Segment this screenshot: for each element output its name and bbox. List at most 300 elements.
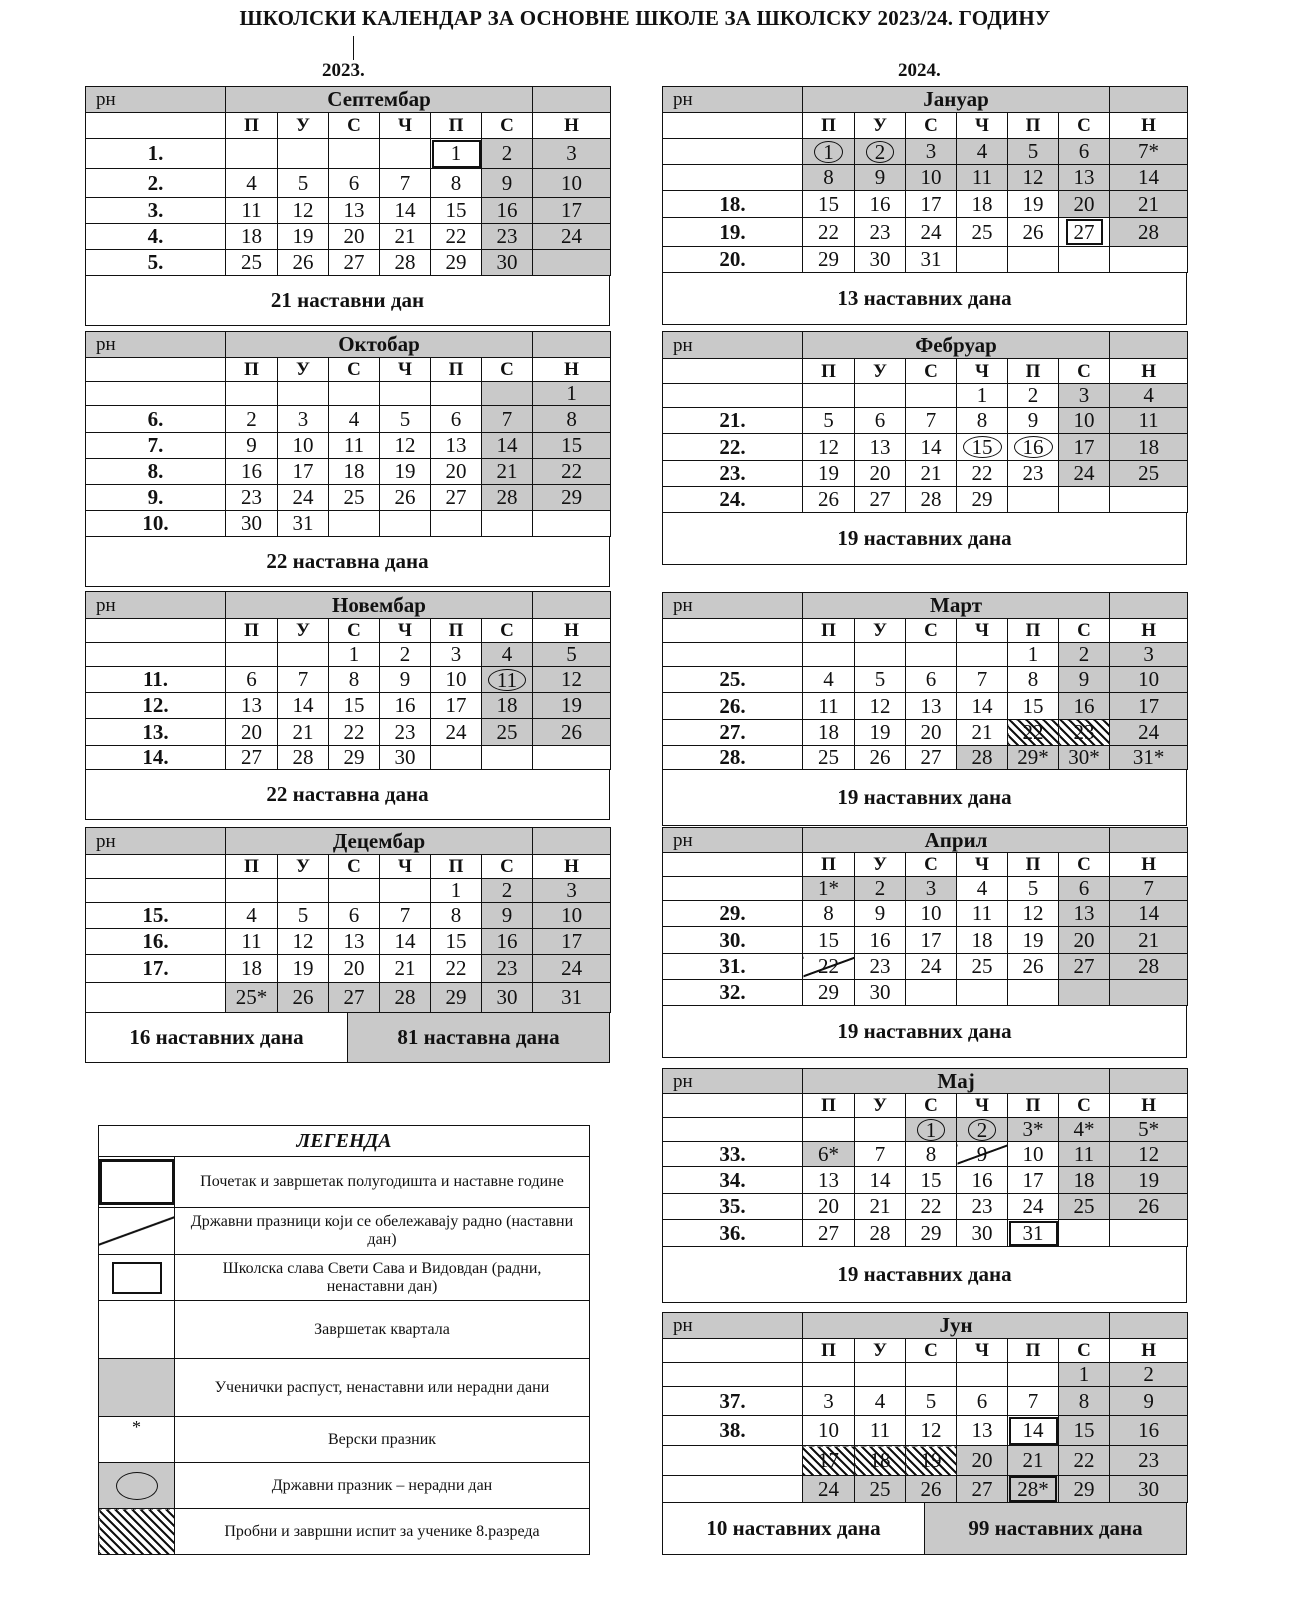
day-cell — [906, 1194, 957, 1220]
day-number: 7 — [1143, 876, 1154, 900]
weekday-label: С — [329, 358, 380, 382]
week-row — [663, 1476, 1188, 1503]
day-cell — [1008, 980, 1059, 1006]
day-number: 22 — [343, 719, 365, 744]
day-number: 12 — [292, 198, 314, 222]
day-number: 21 — [1138, 191, 1160, 216]
day-number: 19 — [561, 693, 582, 717]
day-number: 6 — [925, 667, 937, 691]
day-number: 26 — [292, 985, 314, 1009]
day-number: 25 — [1073, 1194, 1095, 1218]
day-cell — [906, 693, 957, 720]
day-cell — [482, 955, 533, 983]
day-cell — [906, 1220, 957, 1247]
day-number: 19 — [818, 461, 839, 485]
day-cell — [380, 198, 431, 224]
day-cell — [1008, 746, 1059, 770]
teaching-days-count: 22 наставна дана — [86, 769, 610, 819]
day-number: 27 — [1073, 954, 1095, 978]
legend-item — [99, 1509, 590, 1555]
day-number: 8 — [566, 406, 577, 431]
day-number: 18 — [241, 224, 262, 248]
week-number: 27. — [663, 720, 803, 746]
day-cell — [533, 643, 611, 667]
day-cell — [957, 139, 1008, 165]
weekday-label: У — [855, 1094, 906, 1118]
week-number: 34. — [663, 1167, 803, 1194]
day-cell — [855, 1220, 906, 1247]
day-cell — [803, 247, 855, 273]
week-row — [663, 408, 1188, 434]
day-number: 27 — [343, 985, 365, 1009]
weekday-label: П — [431, 855, 482, 879]
weekday-label: П — [431, 358, 482, 382]
day-cell — [533, 250, 611, 276]
teaching-days-count: 16 наставних дана — [86, 1012, 348, 1062]
day-cell — [1008, 1118, 1059, 1142]
day-number: 18 — [818, 720, 839, 744]
week-number: 29. — [663, 901, 803, 927]
weekday-label: Ч — [957, 1339, 1008, 1363]
weekday-label: П — [226, 113, 278, 139]
day-number: 3 — [823, 1388, 834, 1413]
day-number: 9 — [1027, 408, 1039, 432]
day-number: 9 — [874, 165, 886, 189]
day-cell — [431, 224, 482, 250]
day-number: 16 — [869, 191, 891, 216]
weekday-spacer — [86, 113, 226, 139]
day-number: 27 — [920, 745, 942, 769]
day-cell — [803, 667, 855, 693]
day-cell — [380, 511, 431, 537]
week-number: 17. — [86, 955, 226, 983]
day-cell — [1110, 165, 1188, 191]
day-cell — [482, 693, 533, 719]
day-cell — [855, 693, 906, 720]
weekday-spacer — [663, 113, 803, 139]
week-row — [663, 165, 1188, 191]
day-number: 13 — [343, 929, 365, 953]
day-number: 17 — [1138, 693, 1160, 718]
month-feb — [662, 331, 1187, 565]
day-number: 14 — [394, 198, 416, 222]
day-cell — [957, 218, 1008, 247]
day-cell — [1059, 1387, 1110, 1416]
day-cell — [1008, 1167, 1059, 1194]
day-cell — [855, 139, 906, 165]
day-number: 17 — [445, 693, 467, 717]
day-number: 15 — [343, 693, 365, 717]
day-number: 23 — [1022, 461, 1044, 485]
day-number: 16 — [1138, 1418, 1160, 1442]
month-name: Септембар — [226, 87, 533, 113]
weekday-label: С — [482, 113, 533, 139]
day-number: 12 — [1138, 1141, 1160, 1166]
day-cell — [1008, 1142, 1059, 1167]
day-cell — [1110, 191, 1188, 218]
day-cell — [380, 382, 431, 406]
weekday-label: П — [803, 113, 855, 139]
weekday-label: Н — [1110, 113, 1188, 139]
day-number: 29 — [343, 745, 365, 769]
weekday-label: П — [431, 113, 482, 139]
teaching-days-count: 81 наставна дана — [348, 1012, 610, 1062]
day-cell — [1008, 1416, 1059, 1446]
weekday-label: С — [329, 855, 380, 879]
day-number: 7 — [399, 170, 411, 195]
weekday-label: У — [278, 113, 329, 139]
day-number: 24 — [445, 719, 467, 744]
day-cell — [1110, 877, 1188, 901]
weekday-label: Ч — [380, 855, 431, 879]
header-spacer — [1110, 593, 1188, 619]
day-number: 18 — [971, 927, 993, 952]
day-number: 13 — [1073, 901, 1095, 925]
day-cell — [1059, 1220, 1110, 1247]
day-cell — [380, 643, 431, 667]
week-number: 19. — [663, 218, 803, 247]
day-number: 13 — [241, 693, 262, 717]
day-number: 5 — [297, 170, 309, 195]
day-cell — [533, 693, 611, 719]
day-cell — [278, 955, 329, 983]
day-cell — [906, 901, 957, 927]
day-cell — [329, 929, 380, 955]
week-number: 38. — [663, 1416, 803, 1446]
month-name: Фебруар — [803, 332, 1110, 359]
week-row — [663, 720, 1188, 746]
week-number: 24. — [663, 487, 803, 513]
legend-symbol — [99, 1157, 175, 1208]
day-cell — [855, 980, 906, 1006]
week-row — [663, 643, 1188, 667]
day-cell — [1110, 1142, 1188, 1167]
day-cell — [329, 250, 380, 276]
day-cell — [278, 643, 329, 667]
asterisk-icon: * — [132, 1417, 141, 1437]
day-number: 2 — [968, 1119, 997, 1141]
day-cell — [1008, 487, 1059, 513]
day-number: 17 — [561, 198, 583, 222]
day-cell — [329, 485, 380, 511]
month-apr — [662, 827, 1187, 1058]
day-cell — [1059, 1363, 1110, 1387]
week-row — [86, 382, 611, 406]
day-cell — [957, 247, 1008, 273]
day-cell — [278, 929, 329, 955]
day-cell — [1059, 667, 1110, 693]
day-number: 9 — [399, 667, 411, 691]
day-cell — [226, 382, 278, 406]
day-cell — [906, 1446, 957, 1476]
day-number: 4 — [823, 667, 834, 691]
day-cell — [278, 382, 329, 406]
day-number: 10 — [561, 170, 583, 195]
day-number: 16 — [1073, 693, 1095, 718]
day-cell — [329, 169, 380, 198]
day-number: 25 — [241, 250, 262, 274]
day-number: 9 — [1078, 667, 1090, 691]
day-cell — [533, 746, 611, 770]
day-number: 29 — [920, 1220, 942, 1245]
day-number: 5 — [297, 903, 309, 927]
day-number: 12 — [920, 1418, 942, 1442]
weekday-spacer — [663, 619, 803, 643]
day-cell — [906, 434, 957, 461]
day-cell — [380, 433, 431, 459]
day-number: 14 — [971, 693, 993, 718]
month-name: Јун — [803, 1313, 1110, 1339]
day-cell — [803, 720, 855, 746]
day-cell — [906, 384, 957, 408]
weekday-label: С — [1059, 359, 1110, 384]
weekday-spacer — [86, 855, 226, 879]
weekday-label: С — [482, 855, 533, 879]
day-cell — [1059, 1446, 1110, 1476]
day-cell — [380, 983, 431, 1013]
day-number: 10 — [920, 901, 942, 925]
day-cell — [855, 1446, 906, 1476]
day-number: 29 — [445, 250, 467, 274]
day-number: 4 — [976, 876, 988, 900]
day-cell — [226, 643, 278, 667]
day-number: 6 — [874, 408, 886, 432]
day-cell — [533, 406, 611, 433]
week-number: 1. — [86, 139, 226, 169]
day-cell — [482, 224, 533, 250]
day-number: 25 — [971, 954, 993, 978]
week-number: 8. — [86, 459, 226, 485]
day-number: 17 — [292, 459, 314, 483]
weekday-spacer — [663, 1094, 803, 1118]
day-number: 7 — [1027, 1388, 1039, 1413]
day-cell — [906, 1363, 957, 1387]
day-number: 20 — [1073, 927, 1095, 952]
day-cell — [533, 983, 611, 1013]
day-number: 19 — [292, 956, 314, 980]
day-cell — [803, 954, 855, 980]
day-cell — [803, 901, 855, 927]
day-number: 15 — [1022, 693, 1044, 718]
day-number: 23 — [496, 956, 518, 980]
day-cell — [1008, 954, 1059, 980]
day-cell — [803, 1194, 855, 1220]
day-cell — [278, 485, 329, 511]
day-number: 8 — [925, 1141, 937, 1166]
week-row — [663, 693, 1188, 720]
weekday-label: С — [906, 619, 957, 643]
teaching-days-count: 13 наставних дана — [663, 272, 1187, 324]
day-cell — [482, 746, 533, 770]
day-cell — [957, 746, 1008, 770]
day-cell — [431, 879, 482, 903]
day-cell — [957, 461, 1008, 487]
day-cell — [1008, 139, 1059, 165]
day-number: 4 — [246, 170, 257, 195]
day-cell — [380, 485, 431, 511]
day-number: 3 — [450, 642, 462, 666]
day-cell — [1008, 643, 1059, 667]
header-spacer — [1110, 828, 1188, 853]
day-cell — [1110, 1167, 1188, 1194]
month-oct — [85, 331, 610, 587]
weekday-label: У — [855, 1339, 906, 1363]
legend-item — [99, 1157, 590, 1208]
day-number: 16 — [496, 198, 518, 222]
day-cell — [803, 1446, 855, 1476]
week-number: 15. — [86, 903, 226, 929]
weekday-label: С — [329, 113, 380, 139]
day-cell — [431, 511, 482, 537]
day-cell — [855, 1476, 906, 1503]
week-row — [663, 461, 1188, 487]
weekday-label: У — [278, 619, 329, 643]
month-name: Октобар — [226, 332, 533, 358]
day-cell — [957, 487, 1008, 513]
day-number: 12 — [292, 929, 314, 953]
day-number: 13 — [920, 693, 942, 718]
day-cell — [855, 746, 906, 770]
day-cell — [906, 1118, 957, 1142]
day-number: 21 — [971, 720, 993, 744]
week-number — [86, 643, 226, 667]
day-cell — [533, 198, 611, 224]
day-cell — [431, 955, 482, 983]
day-cell — [803, 1167, 855, 1194]
day-number: 8 — [976, 408, 988, 432]
day-number: 30 — [496, 985, 518, 1009]
day-cell — [855, 434, 906, 461]
week-number — [86, 879, 226, 903]
day-number: 18 — [1073, 1167, 1095, 1192]
legend-item — [99, 1463, 590, 1509]
week-row — [663, 1416, 1188, 1446]
day-cell — [1059, 1476, 1110, 1503]
day-number: 6 — [450, 406, 462, 431]
day-number: 30 — [971, 1220, 993, 1245]
legend-symbol — [99, 1509, 175, 1555]
day-number: 21 — [292, 719, 314, 744]
day-number: 2 — [866, 141, 895, 163]
day-cell — [1059, 1194, 1110, 1220]
day-cell — [482, 250, 533, 276]
day-cell — [803, 1363, 855, 1387]
day-number: 19 — [920, 1448, 942, 1472]
week-number — [86, 382, 226, 406]
day-number: 14 — [394, 929, 416, 953]
day-number: 10 — [1022, 1141, 1044, 1166]
day-number: 20 — [343, 956, 365, 980]
week-number: 16. — [86, 929, 226, 955]
day-number: 1 — [814, 141, 843, 163]
day-number: 24 — [1138, 720, 1160, 744]
day-cell — [957, 1387, 1008, 1416]
day-cell — [482, 406, 533, 433]
day-cell — [803, 191, 855, 218]
day-number: 10 — [1138, 667, 1160, 691]
day-number: 26 — [1022, 219, 1044, 244]
day-number: 29 — [445, 985, 467, 1009]
day-cell — [1008, 1387, 1059, 1416]
day-cell — [380, 406, 431, 433]
day-number: 15 — [1073, 1418, 1095, 1442]
week-number: 35. — [663, 1194, 803, 1220]
day-number: 27 — [445, 485, 467, 509]
day-number: 19 — [1138, 1167, 1160, 1192]
week-row — [663, 927, 1188, 954]
day-cell — [855, 901, 906, 927]
day-cell — [380, 693, 431, 719]
week-row — [86, 879, 611, 903]
day-cell — [278, 169, 329, 198]
day-cell — [803, 434, 855, 461]
day-cell — [1110, 667, 1188, 693]
week-row — [86, 746, 611, 770]
rn-header: рн — [86, 332, 226, 358]
day-number: 10 — [292, 433, 314, 457]
day-cell — [431, 169, 482, 198]
day-number: 24 — [1022, 1194, 1044, 1218]
day-number: 26 — [394, 485, 416, 509]
header-spacer — [533, 592, 611, 619]
weekday-label: Н — [1110, 1339, 1188, 1363]
week-row — [663, 384, 1188, 408]
day-number: 12 — [561, 667, 582, 691]
day-cell — [329, 224, 380, 250]
week-number: 12. — [86, 693, 226, 719]
day-number: 21 — [869, 1194, 891, 1218]
day-cell — [1110, 1446, 1188, 1476]
day-number: 16 — [971, 1167, 993, 1192]
day-cell — [329, 903, 380, 929]
day-number: 9 — [501, 903, 513, 927]
legend-item — [99, 1208, 590, 1255]
legend-symbol — [99, 1255, 175, 1301]
weekday-label: П — [803, 853, 855, 877]
day-number: 14 — [1138, 165, 1160, 189]
day-cell — [329, 643, 380, 667]
week-row — [86, 643, 611, 667]
teaching-days-count: 22 наставна дана — [86, 536, 610, 586]
day-cell — [957, 408, 1008, 434]
legend-symbol — [99, 1208, 175, 1255]
rn-header: рн — [663, 87, 803, 113]
day-cell — [855, 218, 906, 247]
day-cell — [380, 903, 431, 929]
weekday-label: П — [226, 358, 278, 382]
day-cell — [533, 224, 611, 250]
day-cell — [1110, 139, 1188, 165]
day-cell — [1110, 434, 1188, 461]
day-cell — [329, 719, 380, 746]
day-cell — [226, 250, 278, 276]
week-row — [663, 746, 1188, 770]
week-number: 37. — [663, 1387, 803, 1416]
month-sep — [85, 86, 610, 326]
day-cell — [533, 459, 611, 485]
day-cell — [906, 877, 957, 901]
day-number: 31* — [1132, 745, 1165, 769]
day-cell — [957, 434, 1008, 461]
week-row — [663, 434, 1188, 461]
week-number: 33. — [663, 1142, 803, 1167]
day-number: 16 — [394, 693, 416, 717]
day-cell — [803, 1416, 855, 1446]
month-dec — [85, 827, 610, 1063]
legend-text: Завршетак квартала — [175, 1301, 590, 1359]
day-cell — [803, 927, 855, 954]
day-number: 3 — [925, 139, 937, 163]
